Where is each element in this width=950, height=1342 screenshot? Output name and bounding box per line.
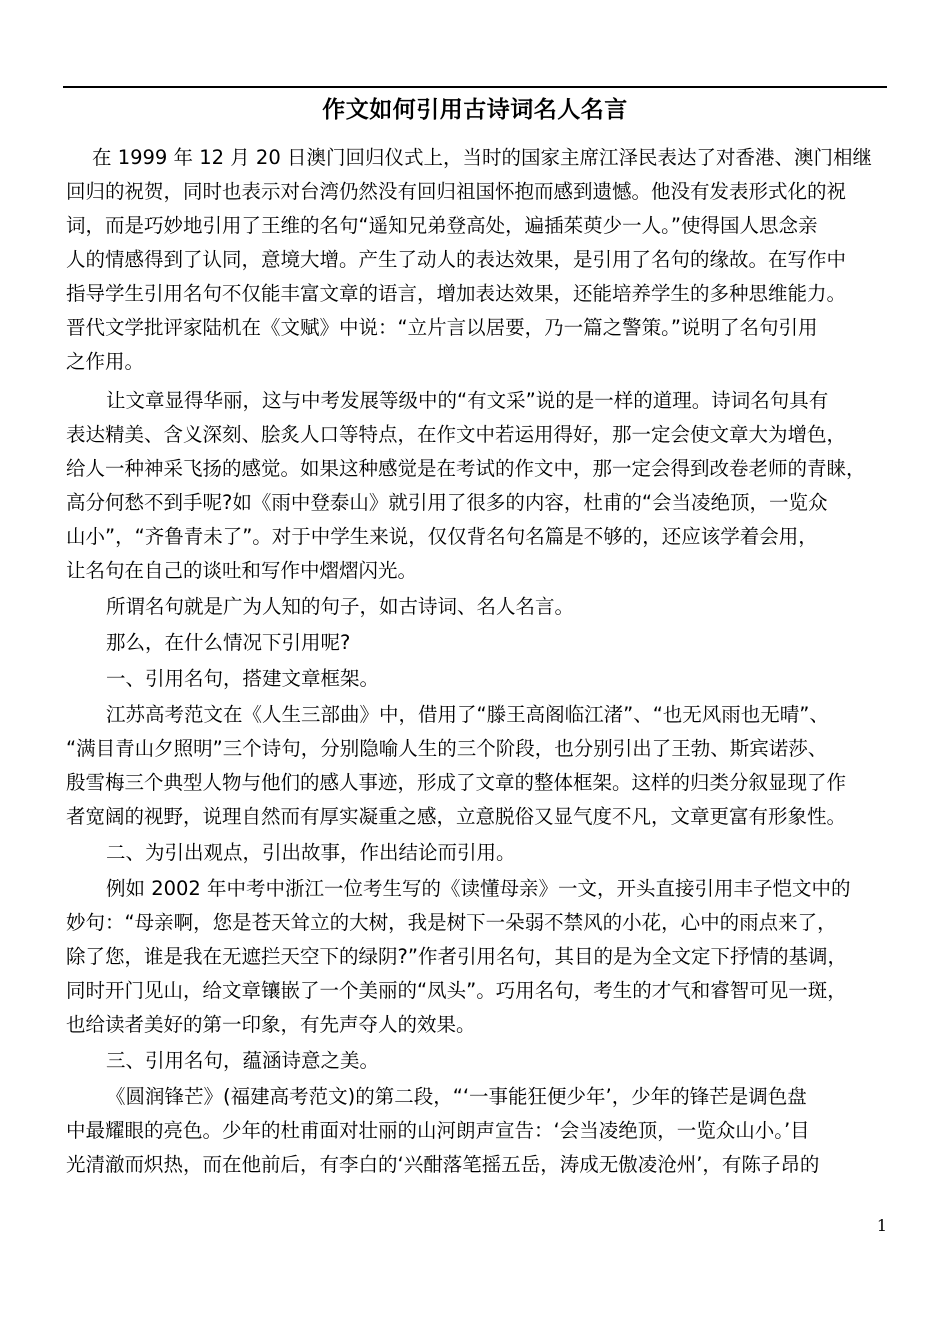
text-line: 例如 2002 年中考中浙江一位考生写的《读懂母亲》一文，开头直接引用丰子恺文中的: [106, 877, 851, 900]
text-line: 妙句：“母亲啊，您是苍天耸立的大树，我是树下一朵弱不禁风的小花，心中的雨点来了，: [66, 911, 837, 934]
text-line: “满目青山夕照明”三个诗句，分别隐喻人生的三个阶段，也分别引出了王勃、斯宾诺莎、: [66, 737, 828, 760]
text-line: 指导学生引用名句不仅能丰富文章的语言，增加表达效果，还能培养学生的多种思维能力。: [66, 282, 847, 305]
text-line: 给人一种神采飞扬的感觉。如果这种感觉是在考试的作文中，那一定会得到改卷老师的青睐，: [66, 457, 866, 480]
text-line: 江苏高考范文在《人生三部曲》中，借用了“滕王高阁临江渚”、“也无风雨也无晴”、: [106, 703, 829, 726]
text-line: 所谓名句就是广为人知的句子，如古诗词、名人名言。: [106, 595, 575, 618]
text-line: 一、引用名句，搭建文章框架。: [106, 667, 380, 690]
text-line: 词，而是巧妙地引用了王维的名句“遥知兄弟登高处，遍插茱萸少一人。”使得国人思念亲: [66, 214, 818, 237]
text-line: 二、为引出观点，引出故事，作出结论而引用。: [106, 841, 516, 864]
text-line: 三、引用名句，蕴涵诗意之美。: [106, 1049, 380, 1072]
text-line: 在 1999 年 12 月 20 日澳门回归仪式上，当时的国家主席江泽民表达了对香港、澳门相继: [92, 146, 872, 169]
text-line: 也给读者美好的第一印象，有先声夺人的效果。: [66, 1013, 476, 1036]
text-line: 除了您，谁是我在无遮拦天空下的绿阴?”作者引用名句，其目的是为全文定下抒情的基调，: [66, 945, 847, 968]
header-rule: [63, 86, 887, 88]
text-line: 让名句在自己的谈吐和写作中熠熠闪光。: [66, 559, 418, 582]
text-line: 表达精美、含义深刻、脍炙人口等特点，在作文中若运用得好，那一定会使文章大为增色，: [66, 423, 847, 446]
text-line: 者宽阔的视野，说理自然而有厚实凝重之感，立意脱俗又显气度不凡，文章更富有形象性。: [66, 805, 847, 828]
page-title: 作文如何引用古诗词名人名言: [322, 97, 628, 123]
text-line: 山小”，“齐鲁青未了”。对于中学生来说，仅仅背名句名篇是不够的，还应该学着会用，: [66, 525, 818, 548]
text-line: 之作用。: [66, 350, 145, 373]
text-line: 回归的祝贺，同时也表示对台湾仍然没有回归祖国怀抱而感到遗憾。他没有发表形式化的祝: [66, 180, 847, 203]
text-line: 同时开门见山，给文章镶嵌了一个美丽的“凤头”。巧用名句，考生的才气和睿智可见一斑，: [66, 979, 847, 1002]
text-line: 那么，在什么情况下引用呢?: [106, 631, 351, 654]
text-line: 《圆润锋芒》(福建高考范文)的第二段，“‘一事能狂便少年’，少年的锋芒是调色盘: [106, 1085, 807, 1108]
page-number: 1: [876, 1216, 887, 1235]
text-line: 高分何愁不到手呢?如《雨中登泰山》就引用了很多的内容，杜甫的“会当凌绝顶，一览众: [66, 491, 828, 514]
text-line: 光清澈而炽热，而在他前后，有李白的‘兴酣落笔摇五岳，涛成无傲凌沧州’，有陈子昂的: [66, 1153, 820, 1176]
text-line: 殷雪梅三个典型人物与他们的感人事迹，形成了文章的整体框架。这样的归类分叙显现了作: [66, 771, 847, 794]
text-line: 晋代文学批评家陆机在《文赋》中说：“立片言以居要，乃一篇之警策。”说明了名句引用: [66, 316, 818, 339]
text-line: 让文章显得华丽，这与中考发展等级中的“有文采”说的是一样的道理。诗词名句具有: [106, 389, 829, 412]
text-line: 中最耀眼的亮色。少年的杜甫面对壮丽的山河朗声宣告：‘会当凌绝顶，一览众山小。’目: [66, 1119, 810, 1142]
text-line: 人的情感得到了认同，意境大增。产生了动人的表达效果，是引用了名句的缘故。在写作中: [66, 248, 847, 271]
